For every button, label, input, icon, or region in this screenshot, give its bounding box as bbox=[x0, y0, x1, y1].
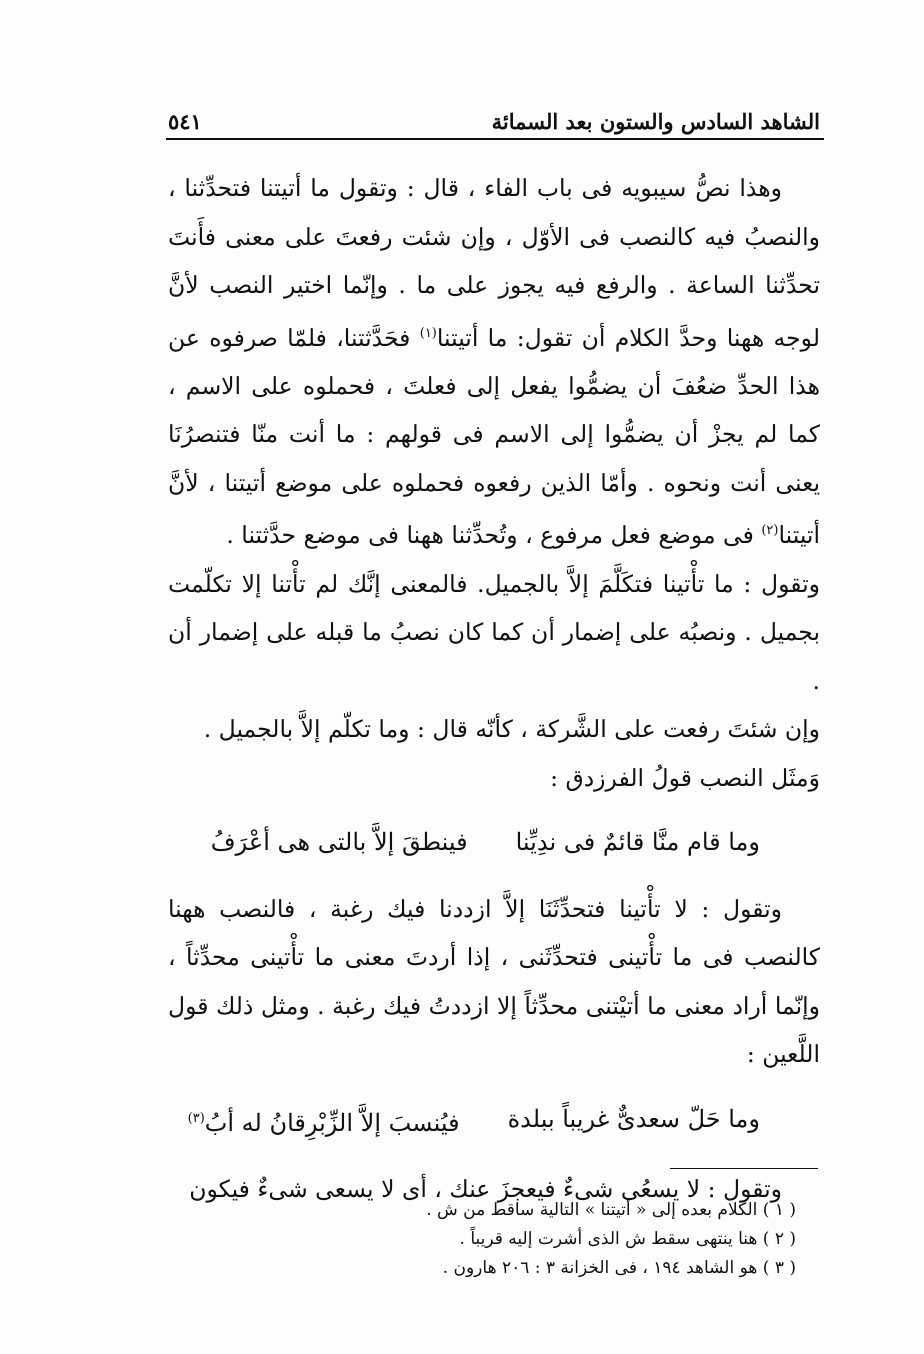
page-number: ٥٤١ bbox=[168, 109, 202, 134]
header-rule bbox=[166, 138, 824, 140]
footnote-3: ( ٣ ) هو الشاهد ١٩٤ ، فى الخزانة ٣ : ٢٠٦ هارون . bbox=[442, 1258, 796, 1278]
paragraph-3: وإن شئتَ رفعت على الشَّركة ، كأنّه قال : وما تكلّم إلاَّ بالجميل . bbox=[203, 715, 820, 744]
running-title: الشاهد السادس والستون بعد السمائة bbox=[491, 109, 820, 134]
page-header bbox=[168, 96, 820, 134]
paragraph-6: وتقول : لا يسعُى شىءٌ فيعجزَ عنك ، أى لا يسعى شىءٌ فيكون bbox=[189, 1175, 782, 1204]
footnotes bbox=[300, 1196, 796, 1283]
footnote-1: ( ١ ) الكلام بعده إلى « أتيتنا » التالية ساقط من ش . bbox=[426, 1200, 796, 1220]
paragraph-4: وَمثَل النصب قولُ الفرزدق : bbox=[550, 763, 820, 792]
verse-2-second-hemistich bbox=[188, 1095, 460, 1148]
paragraph-2: وتقول : ما تأْتينا فتكَلَّمَ إلاَّ بالجميل. فالمعنى إنَّك لم تأْتنا إلا تكلّمت بجميل . ونصبُه على إضمار أن كما كان نصبُ ما قبله على إضمار أن . bbox=[168, 569, 820, 695]
footnote-ref-2: (٢) bbox=[761, 523, 779, 539]
verse-laeen bbox=[168, 1095, 820, 1148]
footnote-2: ( ٢ ) هنا ينتهى سقط ش الذى أشرت إليه قريباً . bbox=[459, 1229, 796, 1249]
paragraph-1-text-b: فحَدَّثتنا، فلمّا صرفوه عن هذا الحدِّ ضعُفَ أن يضمُّوا يفعل إلى فعلتَ ، فحملوه على الاسم ، كما لم يجزْ أن يضمُّوا إلى الاسم فى قولهم : ما أنت منّا فتنصرُنَا يعنى أنت ونحوه . وأمّا الذين رفعوه فحملوه على موضع أتيتنا ، لأنَّ أتيتنا bbox=[168, 323, 820, 550]
footnote-ref-3: (٣) bbox=[187, 1110, 205, 1126]
paragraph-1-text-c: فى موضع فعل مرفوع ، وتُحدِّثنا ههنا فى موضع حدَّثتنا . bbox=[226, 521, 754, 550]
paragraph-1-text-a: وهذا نصُّ سيبويه فى باب الفاء ، قال : وتقول ما أتيتنا فتحدِّثنا ، والنصبُ فيه كالنصب فى الأوّل ، وإن شئت رفعتَ على معنى فأَنتَ تحدِّثنا الساعة . والرفع فيه يجوز على ما . وإنّما اختير النصب لأنَّ لوجه ههنا وحدَّ الكلام أن تقول: ما أتيتنا bbox=[168, 174, 820, 352]
main-text bbox=[168, 164, 820, 1214]
verse-2-second-text: فيُنسبَ إلاَّ الزِّبْرِقانُ له أبُ bbox=[204, 1108, 460, 1137]
paragraph-1 bbox=[168, 164, 820, 560]
footnote-ref-1: (١) bbox=[419, 325, 437, 341]
footnote-rule bbox=[670, 1168, 818, 1169]
verse-1-second-hemistich: فينطقَ إلاَّ بالتى هى أعْرَفُ bbox=[210, 828, 468, 857]
paragraph-5: وتقول : لا تأْتينا فتحدِّثَنَا إلاَّ ازددنا فيك رغبة ، فالنصب ههنا كالنصب فى ما تأْتينى فتحدِّثَنى ، إذا أردتَ معنى ما تأْتينى محدِّثاً ، وإنّما أراد معنى ما أتيْتنى محدِّثاً إلا ازددتُ فيك رغبة . ومثل ذلك قول اللَّعين : bbox=[168, 894, 820, 1069]
verse-2-first-hemistich: وما حَلّ سعدىٌّ غريباً ببلدة bbox=[507, 1104, 760, 1133]
verse-farazdaq bbox=[168, 818, 820, 867]
verse-1-first-hemistich: وما قام منَّا قائمٌ فى ندِيِّنا bbox=[515, 828, 760, 857]
